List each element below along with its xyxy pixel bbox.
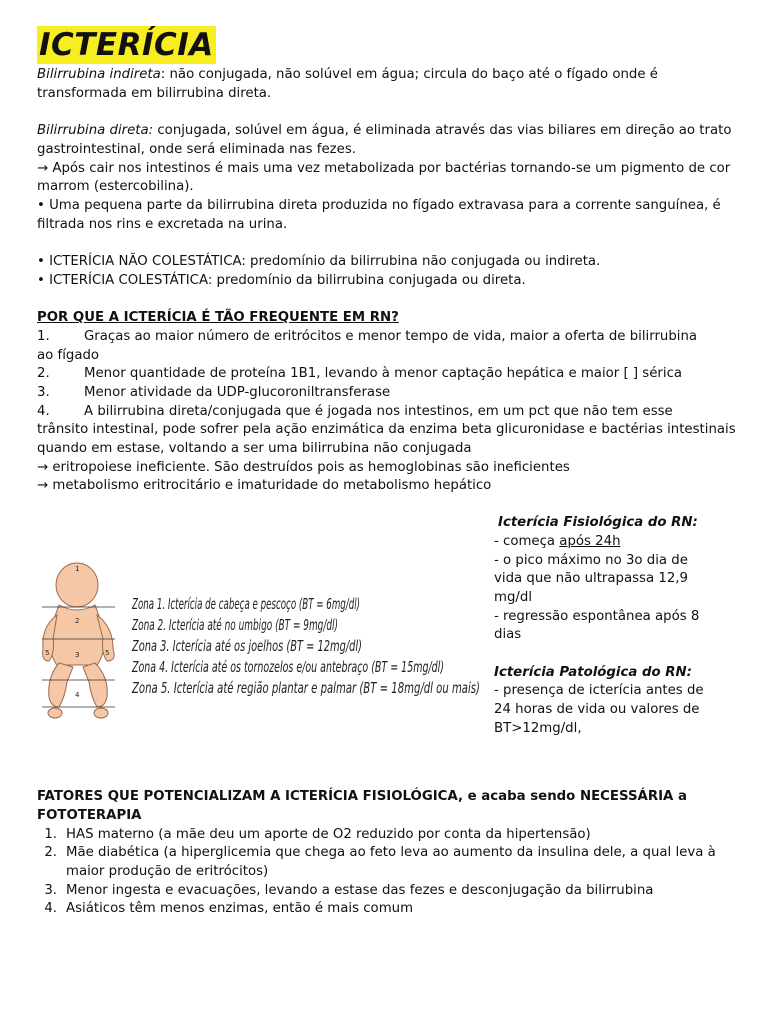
zone-2-text: Zona 2. Icterícia até no umbigo (BT = 9mg/dl) xyxy=(131,616,338,635)
why-arrow-1: → eritropoiese ineficiente. São destruídos pois as hemoglobinas são ineficientes xyxy=(37,459,570,475)
list-item: 1. HAS materno (a mãe deu um aporte de O2 reduzido por conta da hipertensão) xyxy=(44,826,591,842)
why-list: 1. Graças ao maior número de eritrócitos e menor tempo de vida, maior a oferta de bilirrubina ao fígado 2. Menor quantidade de proteína 1B1, levando à menor captação hepática e maior [ ] sérica 3. Menor atividade da UDP-glucoroniltransferase 4. A bilirrubina direta/conjugada que é jogada nos intestinos, em um pct que não tem esse trânsito intestinal, pode sofrer pela ação enzimática da enzima beta glicuronidase e bactérias intestinais quando em estase, voltando a ser uma bilirrubina não conjugada xyxy=(37,328,736,457)
type-non-cholestatic: • ICTERÍCIA NÃO COLESTÁTICA: predomínio da bilirrubina não conjugada ou indireta. xyxy=(37,254,601,269)
zone-num-5a: 5 xyxy=(45,649,50,658)
physio-heading: Icterícia Fisiológica do RN: xyxy=(498,515,698,531)
physio-line-3: - regressão espontânea após 8 dias xyxy=(494,608,700,643)
zone-num-5b: 5 xyxy=(105,649,110,658)
factors-section xyxy=(37,788,737,919)
indirect-term: Bilirrubina indireta xyxy=(37,67,161,82)
indirect-bilirubin-paragraph: Bilirrubina indireta: não conjugada, não solúvel em água; circula do baço até o fígado onde é transformada em bilirrubina direta. xyxy=(37,67,658,101)
rn-jaundice-side-notes xyxy=(494,514,719,738)
list-item: 3. Menor ingesta e evacuações, levando a estase das fezes e desconjugação da bilirrubina xyxy=(44,882,654,898)
factors-heading: FATORES QUE POTENCIALIZAM A ICTERÍCIA FISIOLÓGICA, e acaba sendo NECESSÁRIA a FOTOTERAPIA xyxy=(37,789,687,823)
direct-bilirubin-paragraph: Bilirrubina direta: conjugada, solúvel em água, é eliminada através das vias biliares em direção ao trato gastrointestinal, onde será eliminada nas fezes. xyxy=(37,123,732,157)
why-heading: POR QUE A ICTERÍCIA É TÃO FREQUENTE EM RN? xyxy=(37,310,399,326)
list-item: 4. Asiáticos têm menos enzimas, então é mais comum xyxy=(44,901,414,917)
page-title: ICTERÍCIA xyxy=(39,27,214,63)
list-item: 3. Menor atividade da UDP-glucoroniltransferase xyxy=(37,384,391,400)
zone-1-text: Zona 1. Icterícia de cabeça e pescoço (BT = 6mg/dl) xyxy=(131,595,360,614)
direct-note-2: • Uma pequena parte da bilirrubina direta produzida no fígado extravasa para a corrente sanguínea, é filtrada nos rins e excretada na urina. xyxy=(37,197,721,232)
direct-term: Bilirrubina direta: xyxy=(37,123,154,139)
zones-section xyxy=(37,514,737,764)
why-arrow-2: → metabolismo eritrocitário e imaturidade do metabolismo hepático xyxy=(37,478,492,494)
direct-note-1: → Após cair nos intestinos é mais uma vez metabolizada por bactérias tornando-se um pigmento de cor marrom (estercobilina). xyxy=(37,160,731,195)
list-item: 2. Mãe diabética (a hiperglicemia que chega ao feto leva ao aumento da insulina dele, a qual leva à maior produção de eritrócitos) xyxy=(44,845,716,879)
factors-list xyxy=(37,826,737,920)
list-item: 4. A bilirrubina direta/conjugada que é jogada nos intestinos, em um pct que não tem esse xyxy=(37,403,673,419)
kramer-zones-figure xyxy=(37,557,482,737)
list-item: 1. Graças ao maior número de eritrócitos e menor tempo de vida, maior a oferta de bilirrubina xyxy=(37,328,698,344)
physio-line-1: - começa após 24h xyxy=(494,533,621,549)
document-page xyxy=(37,26,737,919)
zone-5-text: Zona 5. Icterícia até região plantar e palmar (BT = 18mg/dl ou mais) xyxy=(131,679,480,698)
physio-line-2: - o pico máximo no 3o dia de vida que não ultrapassa 12,9 mg/dl xyxy=(494,552,688,605)
zone-num-4: 4 xyxy=(75,691,80,700)
zone-num-3: 3 xyxy=(75,651,80,660)
type-cholestatic: • ICTERÍCIA COLESTÁTICA: predomínio da bilirrubina conjugada ou direta. xyxy=(37,272,526,288)
zone-num-1: 1 xyxy=(75,565,80,574)
patho-heading: Icterícia Patológica do RN: xyxy=(494,664,692,680)
zone-3-text: Zona 3. Icterícia até os joelhos (BT = 12mg/dl) xyxy=(131,637,362,656)
patho-line-1: - presença de icterícia antes de 24 horas de vida ou valores de BT>12mg/dl, xyxy=(494,683,704,736)
zone-4-text: Zona 4. Icterícia até os tornozelos e/ou antebraço (BT = 15mg/dl) xyxy=(131,658,445,677)
zone-num-2: 2 xyxy=(75,617,80,626)
list-item: 2. Menor quantidade de proteína 1B1, levando à menor captação hepática e maior [ ] sérica xyxy=(37,366,683,382)
